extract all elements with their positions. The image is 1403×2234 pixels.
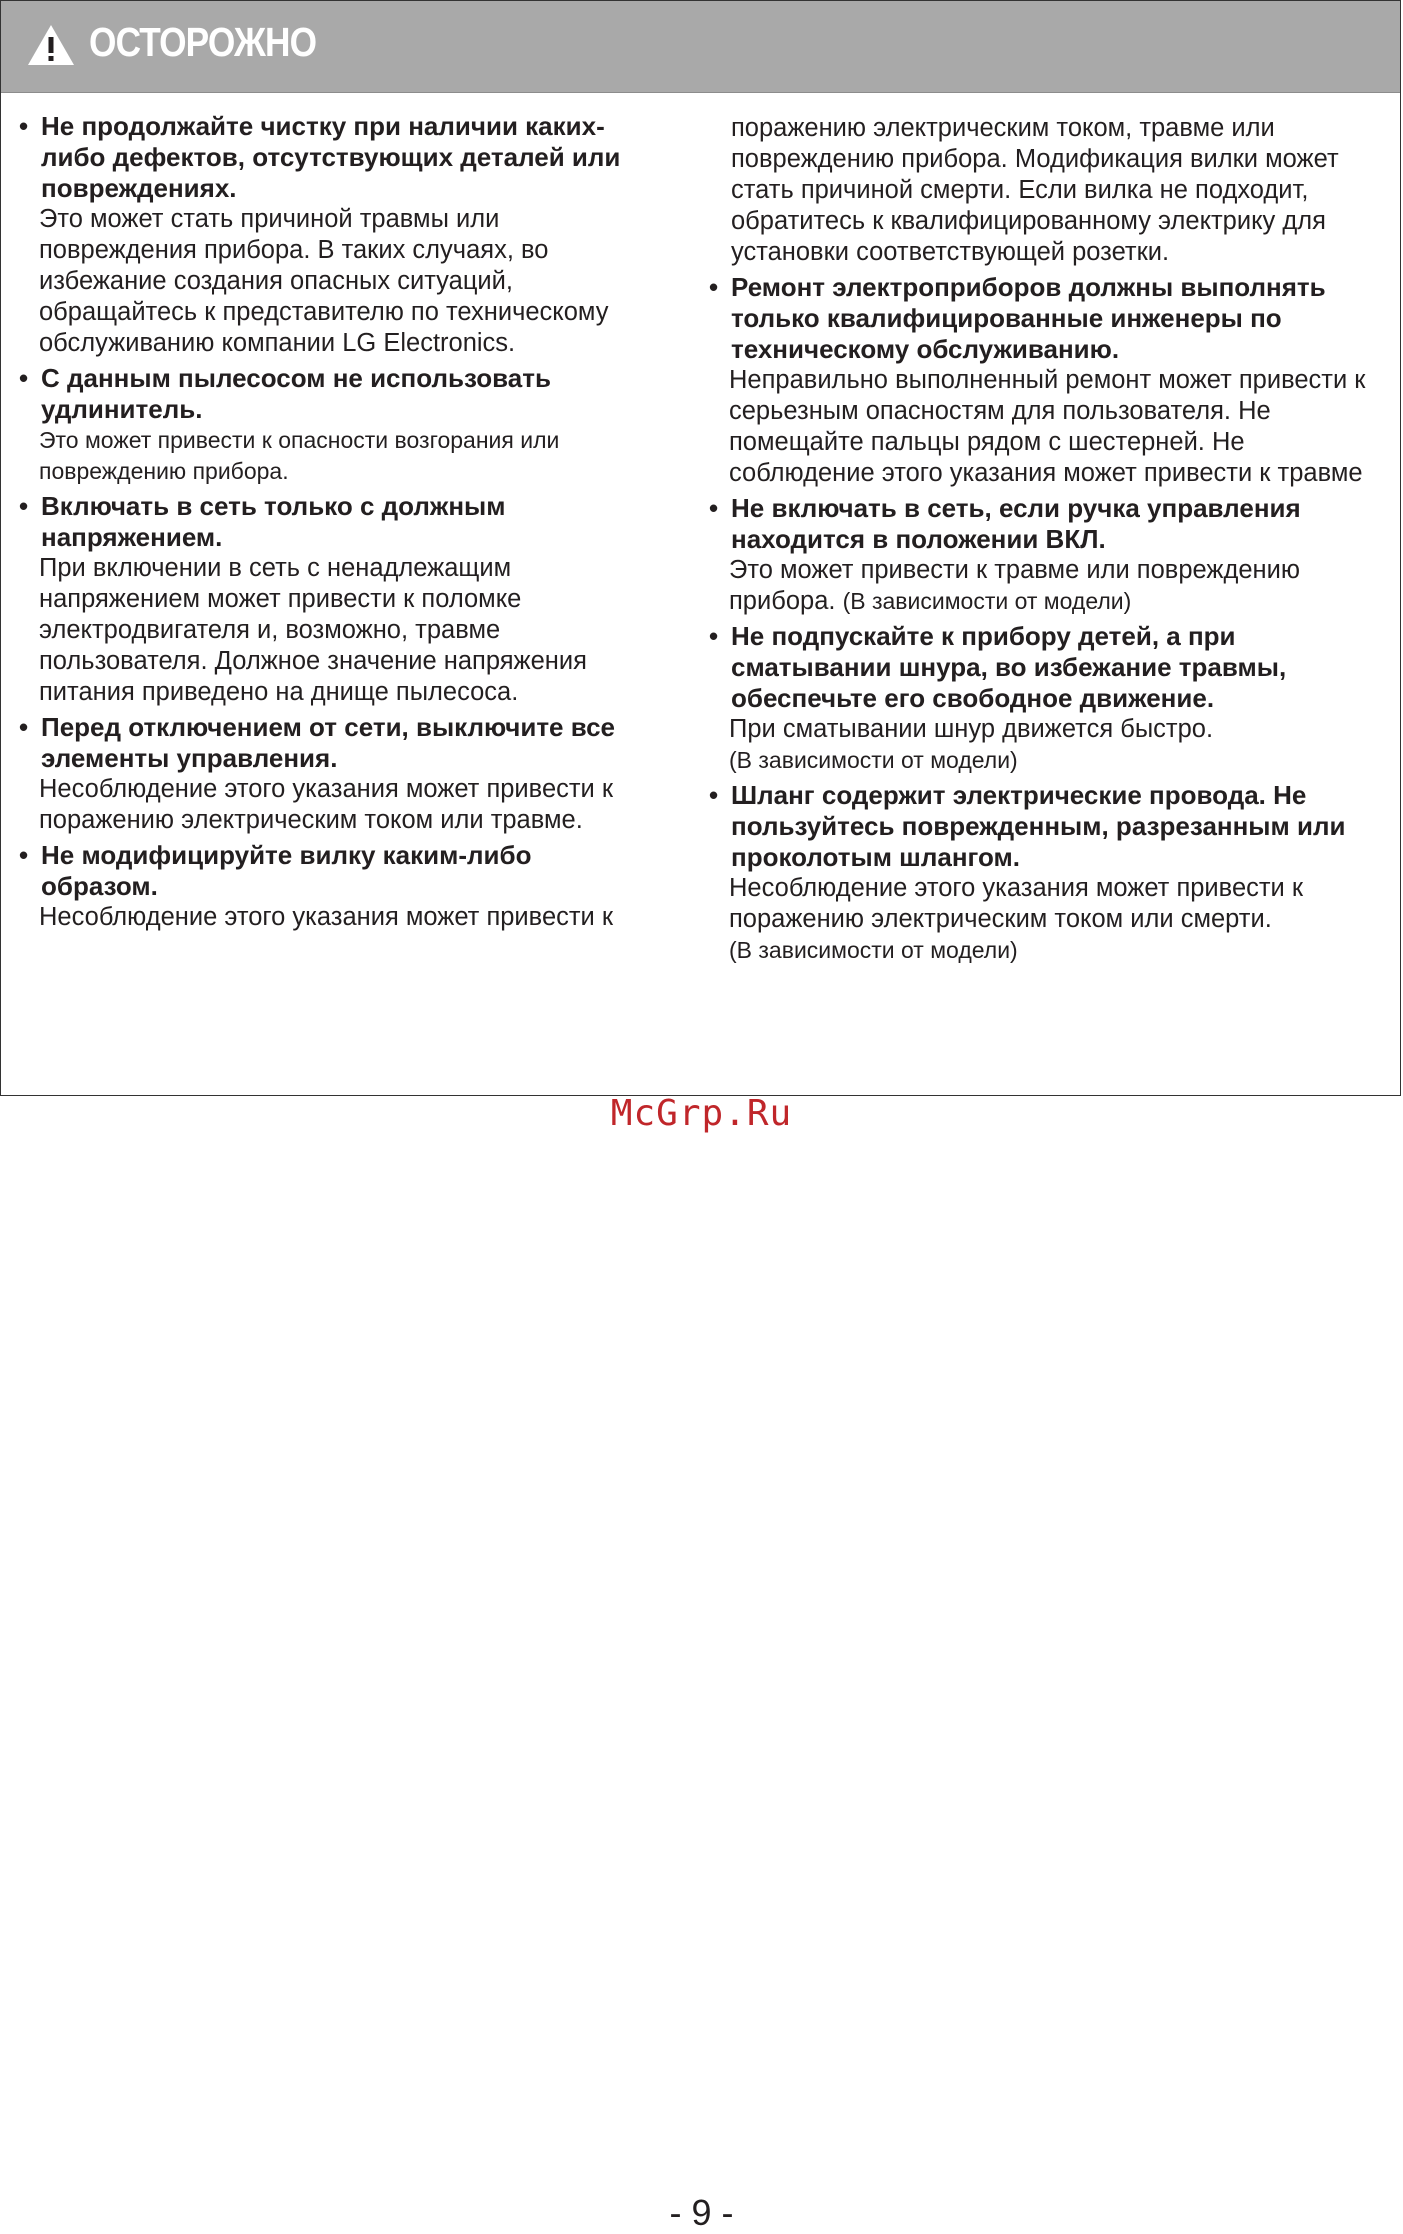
warning-body: Это может привести к травме или повреждению прибора. [729, 556, 1300, 615]
warning-heading: Ремонт электроприборов должны выполнять только квалифицированные инженеры по техническому обслуживанию. [731, 272, 1326, 364]
warning-item [19, 712, 629, 836]
warning-triangle-icon [26, 23, 76, 67]
warning-body: При сматывании шнур движется быстро. [729, 715, 1214, 743]
left-column [19, 111, 629, 937]
warning-continuation: поражению электрическим током, травме или повреждению прибора. Модификация вилки может стать причиной смерти. Если вилка не подходит, обратитесь к квалифицированному электрику для установки соответствующей розетки. [731, 114, 1339, 266]
bullet: • [19, 712, 29, 742]
warning-heading: Не модифицируйте вилку каким-либо образом. [41, 840, 532, 901]
model-note: (В зависимости от модели) [729, 747, 1018, 773]
bullet: • [19, 363, 29, 393]
bullet: • [709, 272, 719, 302]
warning-heading: Не продолжайте чистку при наличии каких-либо дефектов, отсутствующих деталей или повреждениях. [41, 111, 621, 203]
watermark: McGrp.Ru [610, 1093, 793, 1134]
page-number: - 9 - [669, 2192, 734, 2233]
right-column [709, 113, 1389, 970]
warning-body: Несоблюдение этого указания может привести к поражению электрическим током или травме. [39, 775, 614, 834]
bullet: • [19, 111, 29, 141]
warning-heading: С данным пылесосом не использовать удлинитель. [41, 363, 551, 424]
warning-heading: Включать в сеть только с должным напряжением. [41, 491, 506, 552]
bullet: • [709, 621, 719, 651]
bullet: • [709, 780, 719, 810]
warning-item [19, 840, 629, 933]
warning-body: Неправильно выполненный ремонт может привести к серьезным опасностям для пользователя. Не помещайте пальцы рядом с шестерней. Не соблюдение этого указания может привести к травме [729, 366, 1366, 487]
warning-body: Несоблюдение этого указания может привести к [39, 903, 614, 931]
bullet: • [19, 491, 29, 521]
warning-item [19, 111, 629, 359]
warning-item [709, 780, 1389, 966]
warning-heading: Шланг содержит электрические провода. Не пользуйтесь поврежденным, разрезанным или проколотым шлангом. [731, 780, 1346, 872]
caution-title: ОСТОРОЖНО [89, 19, 317, 65]
bullet: • [709, 493, 719, 523]
warning-body: При включении в сеть с ненадлежащим напряжением может привести к поломке электродвигателя и, возможно, травме пользователя. Должное значение напряжения питания приведено на днище пылесоса. [39, 554, 587, 706]
caution-header [1, 1, 1400, 93]
warning-body: Это может стать причиной травмы или повреждения прибора. В таких случаях, во избежание создания опасных ситуаций, обращайтесь к представителю по техническому обслуживанию компании LG Electronics. [39, 205, 609, 357]
bullet: • [19, 840, 29, 870]
warning-item [19, 363, 629, 487]
warning-item [709, 493, 1389, 617]
warning-body: Несоблюдение этого указания может привести к поражению электрическим током или смерти. [729, 874, 1304, 933]
warning-item [709, 272, 1389, 489]
warning-heading: Перед отключением от сети, выключите все элементы управления. [41, 712, 615, 773]
caution-box [0, 0, 1401, 1096]
warning-heading: Не включать в сеть, если ручка управления находится в положении ВКЛ. [731, 493, 1301, 554]
warning-body: Это может привести к опасности возгорания или повреждению прибора. [39, 427, 560, 484]
warning-item [709, 621, 1389, 776]
warning-heading: Не подпускайте к прибору детей, а при сматывании шнура, во избежание травмы, обеспечьте его свободное движение. [731, 621, 1287, 713]
warning-item [19, 491, 629, 708]
model-note: (В зависимости от модели) [842, 588, 1132, 614]
model-note: (В зависимости от модели) [729, 937, 1018, 963]
